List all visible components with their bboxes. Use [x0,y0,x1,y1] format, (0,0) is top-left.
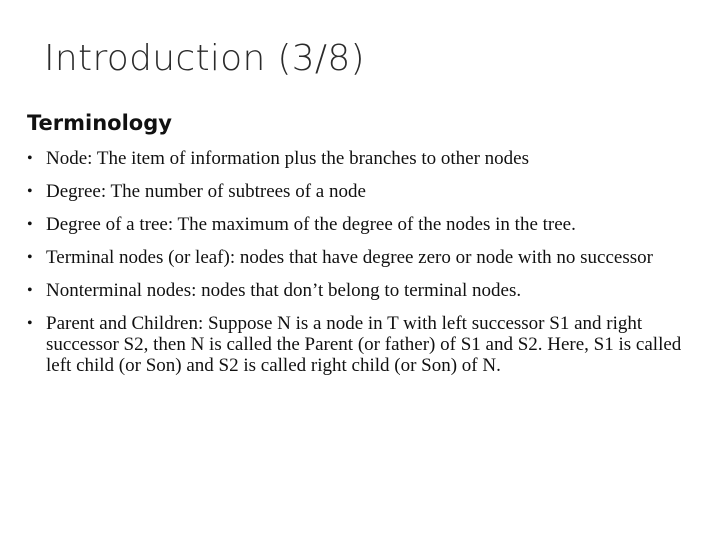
list-item [27,280,697,301]
bullet-text: Degree of a tree: The maximum of the degree of the nodes in the tree. [46,214,576,235]
list-item [27,214,697,235]
bullet-icon: • [27,249,33,266]
bullet-text: Terminal nodes (or leaf): nodes that have degree zero or node with no successor [46,247,653,268]
list-item [27,247,697,268]
bullet-text: Nonterminal nodes: nodes that don’t belong to terminal nodes. [46,280,522,301]
bullet-icon: • [27,183,33,200]
list-item [27,148,697,169]
bullet-text: Parent and Children: Suppose N is a node in T with left successor S1 and right successor S2, then N is called the Parent (or father) of S1 and S2. Here, S1 is called left child (or Son) and S2 is called right child (or Son) of N. [46,313,682,376]
section-heading: Terminology [27,111,172,135]
list-item [27,181,697,202]
list-item [27,313,697,376]
bullet-icon: • [27,315,33,332]
bullet-text: Node: The item of information plus the branches to other nodes [46,148,529,169]
bullet-text: Degree: The number of subtrees of a node [46,181,366,202]
bullet-list [27,148,697,388]
bullet-icon: • [27,216,33,233]
bullet-icon: • [27,150,33,167]
bullet-icon: • [27,282,33,299]
slide-title: Introduction (3/8) [44,38,365,79]
